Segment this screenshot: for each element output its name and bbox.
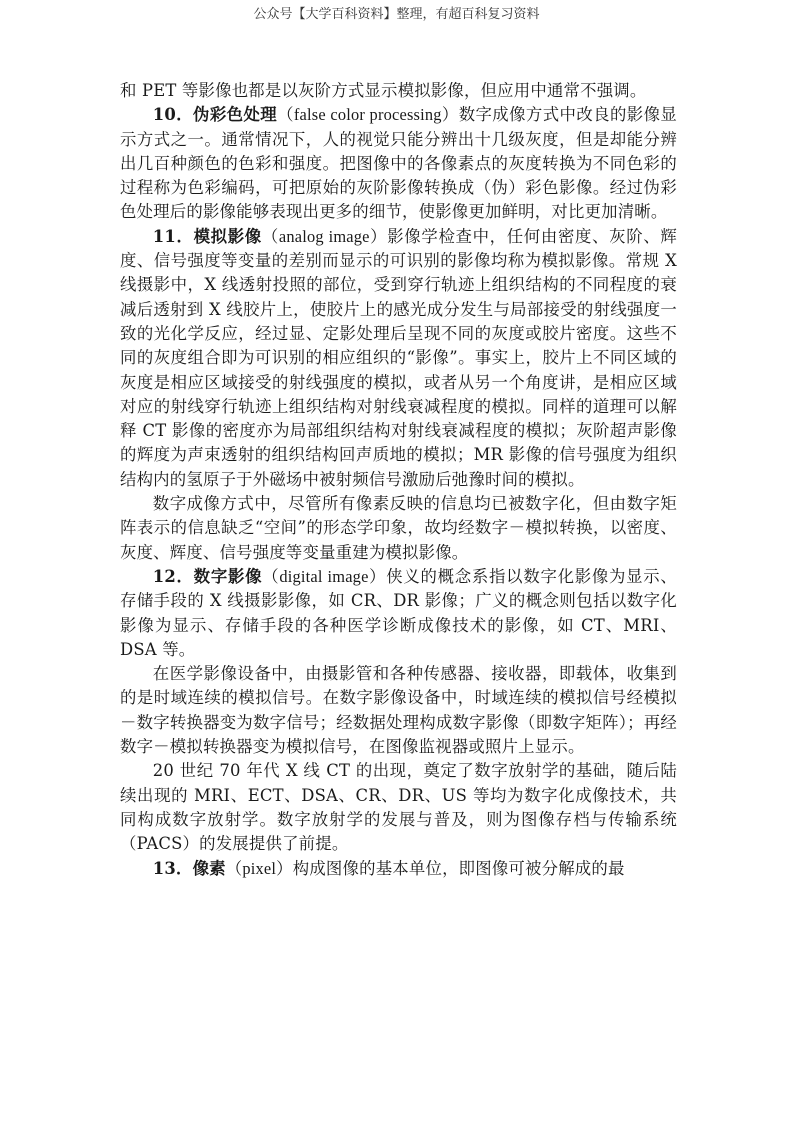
paragraph-text: 20 世纪 70 年代 X 线 CT 的出现，奠定了数字放射学的基础，随后陆续出现的 MRI、ECT、DSA、CR、DR、US 等均为数字化成像技术，共同构成数字放射学。数字放射学的发展与普及，则为图像存档与传输系统（PACS）的发展提供了前提。 bbox=[120, 761, 677, 854]
term-english: （pixel） bbox=[225, 858, 293, 878]
paragraph-digital-radiology bbox=[120, 759, 677, 856]
paragraph-text: 在医学影像设备中，由摄影管和各种传感器、接收器，即载体，收集到的是时域连续的模拟信号。在数字影像设备中，时域连续的模拟信号经模拟－数字转换器变为数字信号；经数据处理构成数字影像（即数字矩阵）；再经数字－模拟转换器变为模拟信号，在图像监视器或照片上显示。 bbox=[120, 664, 677, 757]
term-english: （analog image） bbox=[261, 226, 388, 246]
paragraph-analog-image bbox=[120, 225, 677, 492]
paragraph-text: 影像学检查中，任何由密度、灰阶、辉度、信号强度等变量的差别而显示的可识别的影像均称为模拟影像。常规 X 线摄影中，X 线透射投照的部位，受到穿行轨迹上组织结构的不同程度的衰减后透射到 X 线胶片上，使胶片上的感光成分发生与局部接受的射线强度一致的光化学反应，经过显、定影处理后呈现不同的灰度或胶片密度。这些不同的灰度组合即为可识别的相应组织的“影像”。事实上，胶片上不同区域的灰度是相应区域接受的射线强度的模拟，或者从另一个角度讲，是相应区域对应的射线穿行轨迹上组织结构对射线衰减程度的模拟。同样的道理可以解释 CT 影像的密度亦为局部组织结构对射线衰减程度的模拟；灰阶超声影像的辉度为声束透射的组织结构回声质地的模拟；MR 影像的信号强度为组织结构内的氢原子于外磁场中被射频信号激励后弛豫时间的模拟。 bbox=[120, 226, 677, 489]
document-body bbox=[120, 79, 677, 881]
paragraph-pet-continuation bbox=[120, 79, 677, 103]
paragraph-text: 和 PET 等影像也都是以灰阶方式显示模拟影像，但应用中通常不强调。 bbox=[120, 81, 647, 100]
paragraph-digital-image bbox=[120, 565, 677, 662]
paragraph-text: 侠义的概念系指以数字化影像为显示、存储手段的 X 线摄影影像，如 CR、DR 影像；广义的概念则包括以数字化影像为显示、存储手段的各种医学诊断成像技术的影像，如 CT、MRI、DSA 等。 bbox=[120, 566, 677, 659]
term-heading: 11．模拟影像 bbox=[152, 226, 262, 246]
term-heading: 10．伪彩色处理 bbox=[152, 105, 278, 125]
paragraph-digital-to-analog bbox=[120, 492, 677, 565]
term-heading: 13．像素 bbox=[152, 858, 226, 878]
term-heading: 12．数字影像 bbox=[152, 566, 263, 586]
term-english: （false color processing） bbox=[277, 105, 459, 125]
paragraph-pixel bbox=[120, 857, 677, 881]
paragraph-text: 数字成像方式中，尽管所有像素反映的信息均已被数字化，但由数字矩阵表示的信息缺乏“空间”的形态学印象，故均经数字－模拟转换，以密度、灰度、辉度、信号强度等变量重建为模拟影像。 bbox=[120, 494, 677, 562]
page-header: 公众号【大学百科资料】整理，有超百科复习资料 bbox=[253, 7, 540, 22]
term-english: （digital image） bbox=[262, 566, 387, 586]
paragraph-false-color-processing bbox=[120, 103, 677, 224]
paragraph-text: 数字成像方式中改良的影像显示方式之一。通常情况下，人的视觉只能分辨出十几级灰度，但是却能分辨出几百种颜色的色彩和强度。把图像中的各像素点的灰度转换为不同色彩的过程称为色彩编码，可把原始的灰阶影像转换成（伪）彩色影像。经过伪彩色处理后的影像能够表现出更多的细节，使影像更加鲜明，对比更加清晰。 bbox=[120, 105, 677, 222]
paragraph-imaging-devices bbox=[120, 662, 677, 759]
paragraph-text: 构成图像的基本单位，即图像可被分解成的最 bbox=[292, 858, 625, 878]
